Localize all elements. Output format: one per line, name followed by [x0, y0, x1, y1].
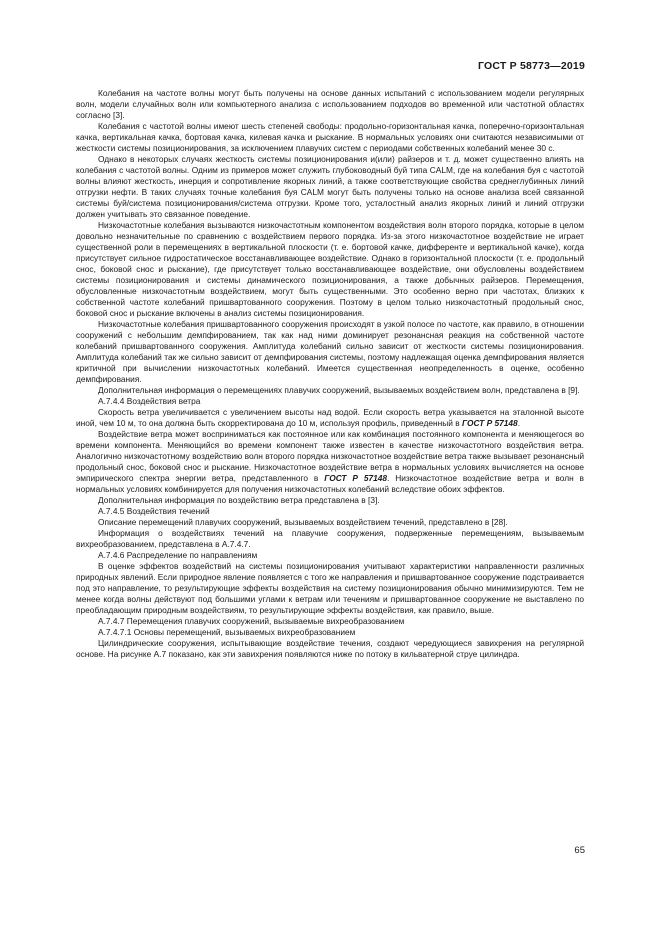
paragraph: Колебания на частоте волны могут быть получены на основе данных испытаний с использованием модели регулярных волн, модели случайных волн или компьютерного анализа с использованием подходов во временной или частотной областях согласно [3].: [76, 88, 584, 120]
paragraph: Низкочастотные колебания пришвартованного сооружения происходят в узкой полосе по частоте, как правило, в отношении сооружений с небольшим демпфированием, так как над ними доминирует резонансная реакция на собственной частоте колебаний пришвартованного сооружения. Амплитуда колебаний сильно зависит от жесткости системы позиционирования. Амплитуда колебаний так же сильно зависит от демпфирования системы, поэтому надлежащая оценка демпфирования является критичной при вычислении низкочастотных колебаний. Имеется существенная неопределенность в оценке, особенно демпфирования.: [76, 319, 584, 384]
paragraph: Цилиндрические сооружения, испытывающие воздействие течения, создают чередующиеся завихрения на регулярной основе. На рисунке А.7 показано, как эти завихрения появляются ниже по потоку в кильватерной струе цилиндра.: [76, 638, 584, 659]
paragraph: В оценке эффектов воздействий на системы позиционирования учитывают характеристики направленности различных природных явлений. Если природное явление появляется с того же направления и пришвартованное сооружение подстраивается под это направление, то результирующие эффекты воздействия на систему позиционирования обычно минимизируются. Тем не менее когда волны действуют под большими углами к ветрам или течениям и пришвартованное сооружение не выставлено по преобладающим природным воздействиям, то результирующие эффекты воздействия, как правило, выше.: [76, 561, 584, 615]
section-heading: А.7.4.7.1 Основы перемещений, вызываемых вихреобразованием: [98, 627, 356, 637]
paragraph: [76, 429, 584, 495]
section-heading: А.7.4.5 Воздействия течений: [98, 506, 210, 516]
paragraph: Низкочастотные колебания вызываются низкочастотным компонентом воздействия волн второго порядка, которые в целом довольно незначительные по сравнению с воздействием первого порядка. Из-за этого низкочастотное воздействие не играет существенной роли в перемещениях в вертикальной плоскости (т. е. бортовой качке, дифференте и вертикальной качке), когда присутствует сильное гидростатическое восстанавливающее воздействие. Однако в горизонтальной плоскости (т. е. продольный снос, боковой снос и рыскание), где присутствует только восстанавливающее воздействие, они обусловлены воздействием системы позиционирования и системы динамического позиционирования, а также добычных райзеров. Перемещения, обусловленные низкочастотным воздействием, могут быть существенными. Это особенно верно при частотах, близких к собственной частоте колебаний пришвартованного сооружения. Поэтому в целом только низкочастотный продольный снос, боковой снос и рыскание включены в анализ системы позиционирования.: [76, 220, 584, 318]
paragraph: Колебания с частотой волны имеют шесть степеней свободы: продольно-горизонтальная качка, поперечно-горизонтальная качка, вертикальная качка, бортовая качка, килевая качка и рыскание. В нормальных условиях они считаются независимыми от жесткости системы позиционирования, за исключением плавучих систем с периодами собственных колебаний менее 30 с.: [76, 121, 584, 153]
paragraph-text: .: [517, 418, 521, 428]
paragraph-text: . Низкочастотное воздействие ветра и волн в нормальных условиях комбинируется для получения низкочастотных колебаний вследствие обоих эффектов.: [76, 473, 584, 494]
paragraph: Дополнительная информация по воздействию ветра представлена в [3].: [98, 495, 380, 505]
standard-header: ГОСТ Р 58773—2019: [477, 60, 585, 72]
paragraph: [76, 407, 584, 429]
section-heading: А.7.4.6 Распределение по направлениям: [98, 550, 258, 560]
paragraph-text: Воздействие ветра может восприниматься как постоянное или как комбинация постоянного компонента и меняющегося во времени компонента. Меняющийся во времени компонент также известен в качестве низкочастотного воздействия ветра. Аналогично низкочастотному воздействию волн второго порядка низкочастотное воздействие ветра также вызывает резонансный продольный снос, боковой снос и рыскание. Низкочастотное воздействие ветра в нормальных условиях вычисляется на основе эмпирического спектра энергии ветра, представленного в: [76, 429, 584, 483]
page-body: [76, 88, 584, 660]
page-number: 65: [574, 845, 585, 856]
paragraph: Дополнительная информация о перемещениях плавучих сооружений, вызываемых воздействием волн, представлена в [9].: [98, 385, 580, 395]
paragraph: Описание перемещений плавучих сооружений, вызываемых воздействием течений, представлено в [28].: [98, 517, 508, 527]
paragraph: Однако в некоторых случаях жесткость системы позиционирования и(или) райзеров и т. д. может существенно влиять на колебания с частотой волны. Одним из примеров может служить глубоководный буй типа CALM, где на колебания буя с частотой волны влияют жесткость, инерция и сопротивление якорных линий, а также соответствующие свойства среднеглубинных линий отгрузки нефти. В таких случаях точные колебания буя CALM могут быть получены только на основе анализа всей связанной системы буй/система позиционирования/система отгрузки. Кроме того, усталостный анализ якорных линий и линий отгрузки должен учитывать это связанное поведение.: [76, 154, 584, 219]
section-heading: А.7.4.7 Перемещения плавучих сооружений, вызываемые вихреобразованием: [98, 616, 405, 626]
standard-reference-link[interactable]: ГОСТ Р 57148: [461, 418, 518, 428]
paragraph: Информация о воздействиях течений на плавучие сооружения, подверженные перемещениям, вызываемым вихреобразованием, представлена в А.7.4.7.: [76, 528, 584, 549]
section-heading: А.7.4.4 Воздействия ветра: [98, 396, 201, 406]
paragraph-text: Скорость ветра увеличивается с увеличением высоты над водой. Если скорость ветра указывается на эталонной высоте иной, чем 10 м, то она должна быть скорректирована до 10 м, используя профиль, приведенный в: [76, 407, 584, 428]
standard-reference-link[interactable]: ГОСТ Р 57148: [324, 473, 388, 483]
